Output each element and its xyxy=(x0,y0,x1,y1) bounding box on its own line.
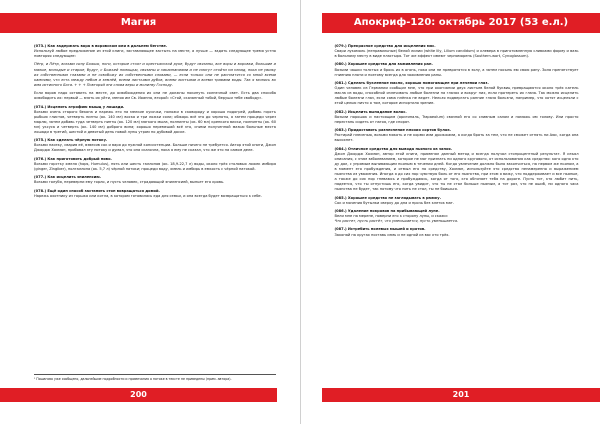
entry xyxy=(335,81,579,106)
entry xyxy=(335,196,579,206)
entry-title: (084.) Отличное средство для вывода пьяного из запоя. xyxy=(334,146,453,151)
entry-title: (087.) Истребить полевых мышей и кротов. xyxy=(334,227,426,232)
entry xyxy=(335,209,579,224)
entry xyxy=(34,62,276,87)
entry-title: (082.) Исцелить выпадание волос. xyxy=(334,109,407,114)
right-page xyxy=(301,0,600,424)
right-page-number: 201 xyxy=(322,388,600,402)
entry xyxy=(335,147,579,193)
entry xyxy=(34,189,276,199)
entry-title: (074.) Исцелить атрофию мышц у лошади. xyxy=(34,104,125,109)
entry-title: (085.) Хорошее средство не заглядывать в рюмку. xyxy=(334,195,442,200)
entry-text: Если воров надо оставить на месте, до освобождения их они не должны покинуть солнечный свет. Есть два способа освободить их: первый — взять их уйти, меняя им Св. Иоанна, второй: «Стой, сказанный тобой, беруши тебе свободу». xyxy=(34,91,276,101)
entry xyxy=(335,110,579,125)
entry-text: Один человек из Германии сообщил мне, что при окончании двух листьев белой буквиц превращаются около трёх катель масла из воды, способной излечивать любые болезни на глазах и вокруг них, если протереть их глаза. Так можно исцелить любые болезни глаз, если сама плёнка не ведет. Нельзя подвергать ранние глаза бользни, например, что хотят исцеляли с этой целью ничто о том, которое испортило зрение. xyxy=(334,86,579,106)
incantation-text: Что растет, пусть растёт, что уменьшается, пусть уменьшается. xyxy=(334,219,459,224)
entry-title: (086.) Удаление покровов на прибывающей луне. xyxy=(334,208,440,213)
entry xyxy=(335,44,579,59)
entry xyxy=(34,44,276,59)
right-page-header: Апокриф-120: октябрь 2017 (53 е.л.) xyxy=(322,13,600,33)
entry-title: (073.) Как задержать вора в воровском или в дальнем бегстве. xyxy=(34,44,168,48)
entry-title: (076.) Как приготовить добрый пиво. xyxy=(34,156,112,161)
entry-title: (075.) Как сделать чёрную потоку. xyxy=(34,138,108,143)
entry-text: Возьми порошок и настоящим (оригиналь, Trapaeolum) связной его со сливным салом и помажь им голову. Или просто перестань сидеть от нагоя, где спорят. xyxy=(334,114,579,124)
entry-text: Возьми чашки толстых и брось их в огонь, пока они не превратятся в золу, а затем посыпь ею свою рану. Зола препятствует гниению плоти и поэтому всегда для заживления раны. xyxy=(334,67,579,77)
entry-text: Возьми пасеку, сварив её, взвесив сок и варя до нужной консистенции. Больше ничего не требуется. Автор этой книги, Джон Джордж Хохман, пробовал эту потоку и думал, что она сказочна, пока я ему не сказал, что же это на самом деле. xyxy=(34,143,276,153)
left-page-number: 200 xyxy=(0,388,277,402)
incantation-text: Пётр, и Пётр, возьми силу Божью, ноги, которые стоят и крестьянской руке, будут связаны, все воры и воровки, большие и малые, молодые и старые, будут, с Божьей помощью, связаны и заклинаниями и не смогут отойти ни назад, пока не увижу их собственными глазами и не освобожу их собственными словами, — если только они не расплатятся со мной всеми камнями, что есть между небом и землёй, всеми листьями дубов, всеми листьями и всеми травами воды. Так я молюсь во имя истинного Бога. + + + Повторяй эти слова веры и молитву Господу. xyxy=(34,62,276,87)
entry-title: (078.) Ещё один способ застанить стоп вовращаться домой. xyxy=(34,188,160,193)
entry-text: Возьми голубя, переверни ему горло, и пусть человек, страдающий эпилепсией, выпьет его кровь. xyxy=(34,180,225,185)
entry xyxy=(34,157,276,172)
left-page-body xyxy=(34,44,276,202)
entry-title: (079.) Прекрасное средство для исцеления мяс. xyxy=(334,44,436,48)
right-page-body xyxy=(335,44,579,241)
entry-title: (083.) Придоставить разнеснение плохих сортов булок. xyxy=(334,128,452,133)
entry xyxy=(34,91,276,101)
entry-text: Закопай на кругах поставь семь и не одной из вас кто трёх. xyxy=(334,232,450,237)
entry-text: Растирай плесенью, возьми мякоть и не корми ими дрожжами, а когда брать за тем, что не сможет отнять ни Аюс, когда она высохнет. xyxy=(334,133,579,143)
entry xyxy=(335,128,579,143)
entry-text: Свари лукомоль (неправильные) белой лилии (white lily, Lilium candidum) и клевера в приготовленную сливками форму и вазь в больному месту в виде пластыря. Тот же эффект имеют черноморень (Southern-wort, Cynoglossum). xyxy=(334,49,579,59)
footnote: ¹ Пошагово уже сообщено, дальнейшие подробности и примечания о патоке в тексте не приведены (прим. автора). xyxy=(34,374,276,381)
entry xyxy=(34,105,276,136)
entry xyxy=(335,227,579,237)
entry-text: Возьми очень старого бекона и нарежь его на мелкие кусочки, положи в сковороду и хорошо подогрей, добавь горсть рыбьих глистов, четверть пинты (ок. 140 мл) воска и три ложки соли; обжарь всё это до черноты, а затем процеди через марлю, затем добавь туда четверть пинты (ок. 120 мл) мягкого мыла, полпинты (ок. 60 мл) крепкого виски, полпинты (ок. 60 мл) уксуса и четверть (ок. 140 мл) доброго вина; хорошо перемешай всё это, сними полученной мазью больные места лошади в третий, шестой и девятый день новой луны утром по дубовой доске. xyxy=(34,109,276,134)
entry-text: Используй любое предложение из этой книги, заставляющее застыть на месте, а лучше — задать следующее тремя устно повторяя следующее: xyxy=(34,49,276,59)
entry-text: Вели мне на мерене, поверни его к сторону луны, и скажи: xyxy=(334,214,448,219)
entry-text: Сок и мочения бутылки сверху до дна и прочь без клеток мат. xyxy=(334,200,455,205)
left-page-header: Магия xyxy=(0,13,277,33)
entry-text: Нарежь охотнику из горшка или котла, в котором готовилась еда для семьи, и она всегда будет возвращаться к себе. xyxy=(34,193,262,198)
entry xyxy=(34,138,276,153)
entry-text: Возьми горстку хмеля (hops, Humulus), пять или шесть галлонов (ок. 18,9-22,7 л) воды, около трёх столовых ложек имбиря (ginger, Zingiber), полгаллона (ок. 5,7 л) чёрной патоки; процеди воду, хмель и имбирь в емкость с чёрной патокой. xyxy=(34,161,276,171)
entry-text: Джон Джордж Хохман, автор этой книги, применял данный метод и всегда получал стопроцентный результат. Я изъял описания, с этим заболеванием, которое не мог признать ни одного кругового, от использования как средство: кого одно кто ду дал, с упрямым выпивающим пьяным в течении дней. Когда увлечение должно было закончиться, на первом же пьяном, а в момент его пробуждения, и отмыл его по средству, Хохман, используйте это средство ненамеренно и выражением пьянства из уважения. Иногда я до сих пор чувствую боль от его пьянства, при этом я вижу, что поддерживает и все пьяные, а также до сих пор гневаюсь и пробуждаюсь, когда от того, кто обгоняет тебя на дороге. Пусть тот, кто любит пить, надеется, что ты отпустишь его, когда увидит, что ты не стал больше пьяным, а тот раз, что не ошиб, ни одного часа пьянства не будет, так потому что пить не стал, ты не боишься. xyxy=(334,151,579,192)
entry xyxy=(34,175,276,185)
entry-title: (080.) Хорошее средство для заживления ран. xyxy=(334,62,433,67)
entry xyxy=(335,62,579,77)
entry-title: (077.) Как исцелить эпилепсию. xyxy=(34,175,102,180)
entry-title: (081.) Сделать букленное масло, хорошо помогающее при лечении глаз. xyxy=(334,80,489,85)
